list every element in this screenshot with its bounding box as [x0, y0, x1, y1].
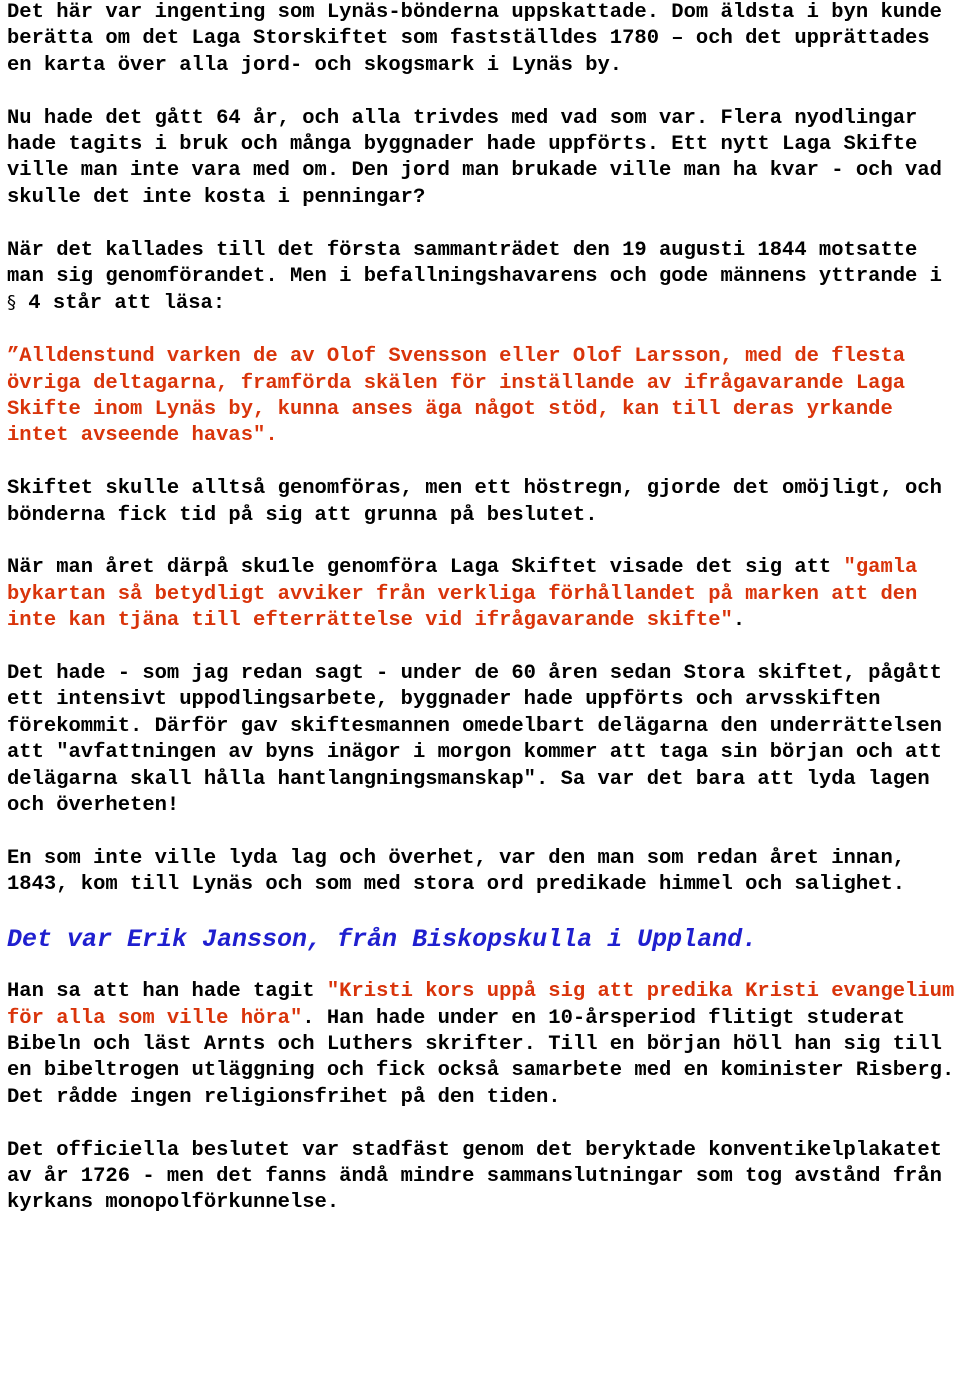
paragraph-6: Det hade - som jag redan sagt - under de 60 åren sedan Stora skiftet, pågått ett intensivt uppodlingsarbete, byggnader hade uppförts och arvsskiften förekommit. Därför gav skiftesmannen omedelbart delägarna den underrättelsen att "avfattningen av byns inägor i morgon kommer att taga sin början och att delägarna skall hålla hantlangningsmanskap". Sa var det bara att lyda lagen och överheten!: [7, 662, 942, 818]
paragraph-8-quote: "Kristi kors uppå sig att predika Kristi evangelium för alla som ville höra": [7, 980, 955, 1030]
section-heading: Det var Erik Jansson, från Biskopskulla i Uppland.: [7, 925, 758, 955]
paragraph-2: Nu hade det gått 64 år, och alla trivdes med vad som var. Flera nyodlingar hade tagits i bruk och många byggnader hade uppförts. Ett nytt Laga Skifte ville man inte vara med om. Den jord man brukade ville man ha kvar - och vad skulle det inte kosta i penningar?: [7, 106, 942, 209]
paragraph-4: Skiftet skulle alltså genomföras, men ett höstregn, gjorde det omöjligt, och bönderna fick tid på sig att grunna på beslutet.: [7, 477, 942, 527]
paragraph-8: [7, 979, 956, 1111]
paragraph-8-text-end: . Han hade under en 10-årsperiod flitigt studerat Bibeln och läst Arnts och Luthers skrifter. Till en början höll han sig till en bibeltrogen utläggning och fick också samarbete med en kominister Risberg. Det rådde ingen religionsfrihet på den tiden.: [7, 1006, 955, 1109]
paragraph-5: [7, 555, 956, 634]
paragraph-1: Det här var ingenting som Lynäs-bönderna uppskattade. Dom äldsta i byn kunde berätta om det Laga Storskiftet som fastställdes 1780 – och det upprättades en karta över alla jord- och skogsmark i Lynäs by.: [7, 1, 942, 77]
paragraph-5-text-end: .: [732, 609, 746, 633]
quote-paragraph-1: ”Alldenstund varken de av Olof Svensson eller Olof Larsson, med de flesta övriga deltagarna, framförda skälen för inställande av ifrågavarande Laga Skifte inom Lynäs by, kunna anses äga något stöd, kan till deras yrkande intet avseende havas".: [7, 345, 906, 448]
section-sign: §: [7, 292, 16, 314]
paragraph-8-text-start: Han sa att han hade tagit: [7, 980, 327, 1004]
paragraph-5-quote: "gamla bykartan så betydligt avviker från verkliga förhållandet på marken att den inte kan tjäna till efterrättelse vid ifrågavarande skifte": [7, 556, 918, 633]
paragraph-5-text-start: När man året därpå sku1le genomföra Laga Skiftet visade det sig att: [7, 556, 844, 580]
paragraph-3: [7, 238, 956, 318]
paragraph-9: Det officiella beslutet var stadfäst genom det beryktade konventikelplakatet av år 1726 - men det fanns ändå mindre sammanslutningar som tog avstånd från kyrkans monopolförkunnelse.: [7, 1138, 942, 1215]
paragraph-3-text-end: 4 står att läsa:: [16, 292, 226, 316]
paragraph-3-text-start: När det kallades till det första sammanträdet den 19 augusti 1844 motsatte man sig genomförandet. Men i befallningshavarens och gode männens yttrande i: [7, 238, 942, 289]
paragraph-7: En som inte ville lyda lag och överhet, var den man som redan året innan, 1843, kom till Lynäs och som med stora ord predikade himmel och salighet.: [7, 846, 906, 897]
